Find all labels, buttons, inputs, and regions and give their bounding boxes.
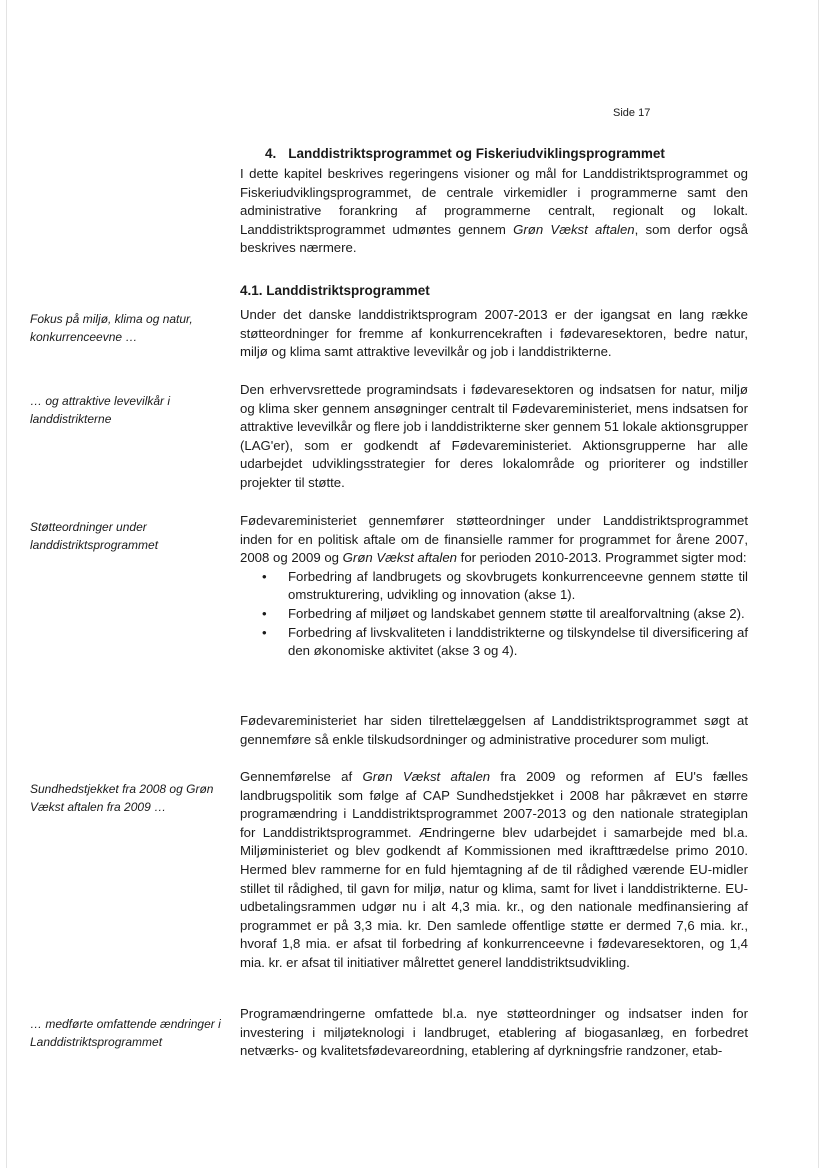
paragraph-2	[240, 381, 748, 493]
paragraph-text: Den erhvervsrettede programindsats i fødevaresektoren og indsatsen for natur, miljø og klima sker gennem ansøgninger centralt til Fødevareministeriet, mens indsatsen for attraktive levevilkår og flere job i landdistrikterne sker gennem 51 lokale aktionsgrupper (LAG'er), som er godkendt af Fødevareministeriet. Aktionsgrupperne har alle udarbejdet udviklingsstrategier for deres lokalområde og prioriterer og indstiller projekter til støtte.	[240, 382, 748, 490]
paragraph-text: Under det danske landdistriktsprogram 2007-2013 er der igangsat en lang række støtteordninger for fremme af konkurrencekraften i fødevaresektoren, bedre natur, miljø og klima samt attraktive levevilkår og job i landdistrikterne.	[240, 307, 748, 360]
chapter-intro	[240, 165, 748, 258]
paragraph-6	[240, 1005, 748, 1061]
sidenote-text: … og attraktive levevilkår i landdistrikterne	[30, 394, 171, 426]
paragraph-text: Fødevareministeriet gennemfører støtteordninger under Landdistriktsprogrammet inden for en politisk aftale om de finansielle rammer for programmet for årene 2007, 2008 og 2009 og	[240, 513, 748, 566]
paragraph-5	[240, 768, 748, 973]
sidenote-5	[30, 1016, 230, 1051]
sidenote-text: Støtteordninger under landdistriktsprogrammet	[30, 520, 159, 552]
intro-text-end: , som derfor også beskrives nærmere.	[240, 221, 748, 256]
sidenote-text: Sundhedstjekket fra 2008 og Grøn Vækst aftalen fra 2009 …	[30, 782, 214, 814]
sidenote-text: … medførte omfattende ændringer i Landdistriktsprogrammet	[30, 1017, 221, 1049]
paragraph-1	[240, 306, 748, 362]
bullet-item: • Forbedring af landbrugets og skovbrugets konkurrenceevne gennem støtte til omstrukturering, udvikling og innovation (akse 1).	[240, 568, 748, 605]
paragraph-text: Programændringerne omfattede bl.a. nye støtteordninger og indsatser inden for investering i miljøteknologi i landbruget, etablering af biogasanlæg, en forbedret netværks- og kvalitetsfødevareordning, etablering af dyrkningsfrie randzoner, etab-	[240, 1006, 748, 1059]
sidenote-2	[30, 393, 230, 428]
paragraph-4	[240, 712, 748, 749]
bullet-item: • Forbedring af miljøet og landskabet gennem støtte til arealforvaltning (akse 2).	[240, 605, 748, 624]
chapter-number: 4.	[265, 146, 277, 161]
paragraph-text: Fødevareministeriet har siden tilrettelæggelsen af Landdistriktsprogrammet søgt at gennemføre så enkle tilskudsordninger og administrative procedurer som muligt.	[240, 713, 748, 747]
intro-text: I dette kapitel beskrives regeringens visioner og mål for Landdistriktsprogrammet og Fiskeriudviklingsprogrammet, de centrale virkemidler i programmerne samt den administrative forankring af programmerne centralt, regionalt og lokalt. Landdistriktsprogrammet udmøntes gennem	[240, 166, 748, 237]
page-number: Side 17	[613, 107, 651, 119]
chapter-heading	[265, 146, 665, 161]
scan-edge-left	[6, 0, 7, 1168]
paragraph-emphasis: Grøn Vækst aftalen	[342, 550, 458, 566]
paragraph-3	[240, 512, 748, 661]
scan-edge-right	[818, 0, 819, 1168]
sidenote-3	[30, 519, 230, 554]
intro-emphasis: Grøn Vækst aftalen	[513, 221, 635, 237]
paragraph-text: Gennemførelse af	[240, 769, 363, 784]
bullet-list	[240, 568, 748, 661]
paragraph-text-end: for perioden 2010-2013. Programmet sigter mod:	[457, 550, 747, 566]
sidenote-1	[30, 311, 230, 346]
sidenote-text: Fokus på miljø, klima og natur, konkurrenceevne …	[30, 312, 193, 344]
sidenote-4	[30, 781, 230, 816]
section-heading: 4.1. Landdistriktsprogrammet	[240, 283, 430, 298]
paragraph-text-end: fra 2009 og reformen af EU's fælles landbrugspolitik som følge af CAP Sundhedstjekket i 2008 har påkrævet en større programændring i Landdistriktsprogrammet 2007-2013 og den nationale strategiplan for Landdistriktsprogrammet. Ændringerne blev udarbejdet i samarbejde med bl.a. Miljøministeriet og blev godkendt af Kommissionen med ikrafttrædelse primo 2010. Hermed blev rammerne for en fuld hjemtagning af de til rådighed værende EU-midler stillet til rådighed, til gavn for miljø, natur og klima, samt for livet i landdistrikterne. EU-udbetalingsrammen udgør nu i alt 4,3 mia. kr., og den nationale medfinansiering af programmet er på 3,3 mia. kr. Den samlede offentlige støtte er dermed 7,6 mia. kr., hvoraf 1,8 mia. er afsat til forbedring af konkurrenceevne i fødevaresektoren, og 1,4 mia. kr. er afsat til initiativer målrettet generel landdistriktsudvikling.	[240, 769, 749, 970]
bullet-item: • Forbedring af livskvaliteten i landdistrikterne og tilskyndelse til diversificering af den økonomiske aktivitet (akse 3 og 4).	[240, 624, 748, 661]
paragraph-emphasis: Grøn Vækst aftalen	[362, 769, 491, 784]
chapter-title: Landdistriktsprogrammet og Fiskeriudviklingsprogrammet	[288, 146, 665, 161]
